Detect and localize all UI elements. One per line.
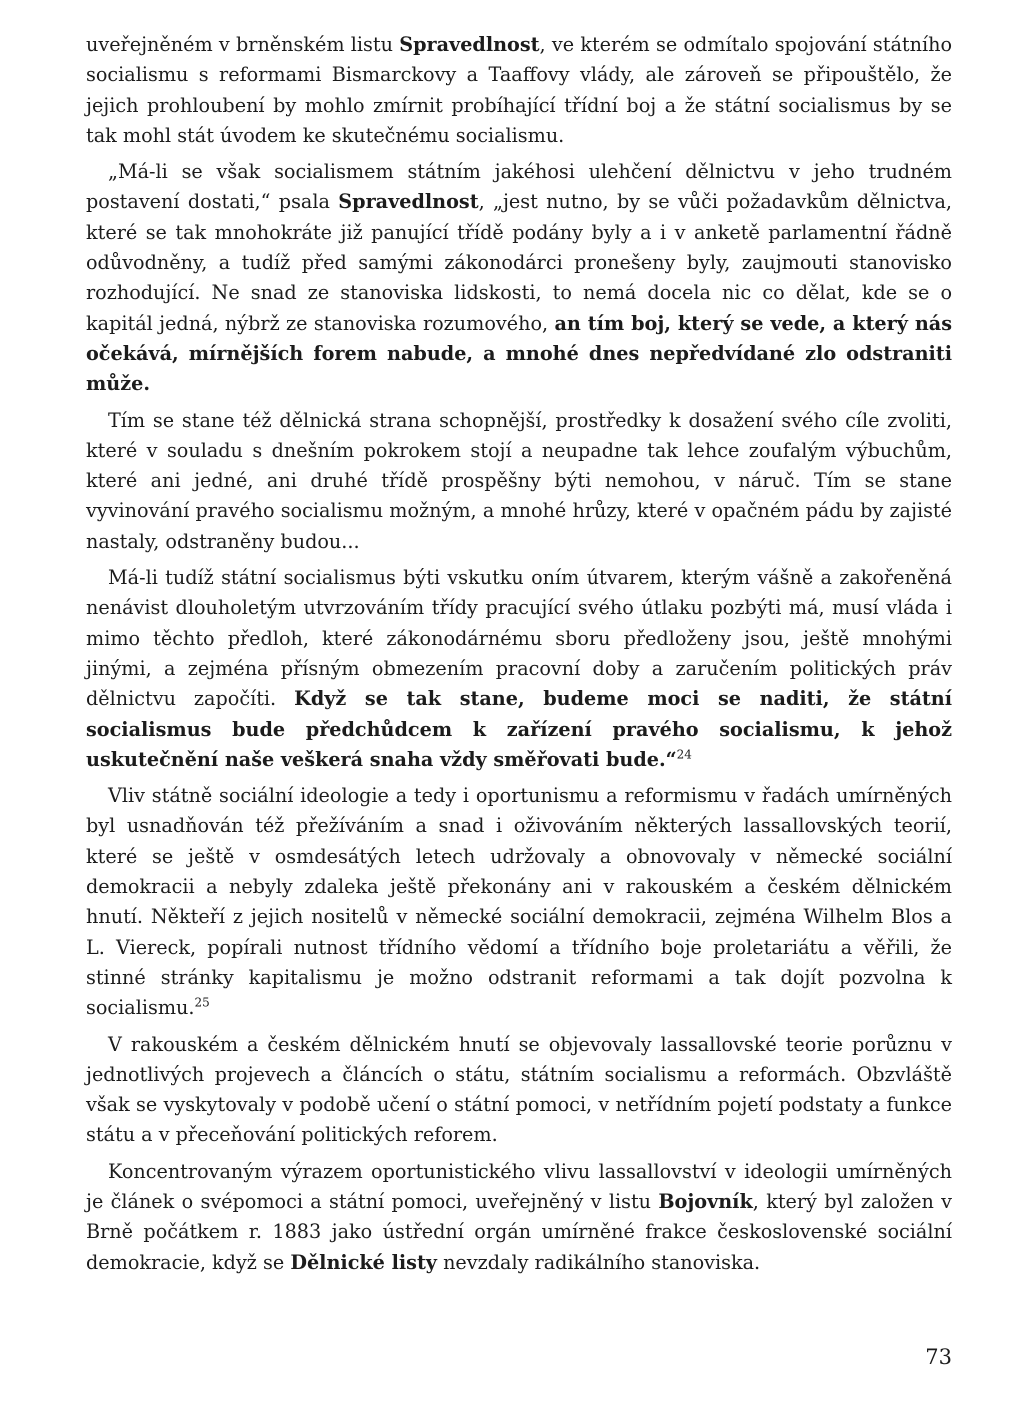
footnote-ref-24: 24 bbox=[676, 747, 692, 762]
paragraph-2-quote bbox=[86, 157, 952, 399]
footnote-ref-25: 25 bbox=[194, 995, 210, 1010]
text-run: nevzdaly radikálního stanoviska. bbox=[436, 1250, 761, 1274]
text-run: Tím se stane též dělnická strana schopnější, prostředky k dosažení svého cíle zvoliti, které v souladu s dnešním pokrokem stojí a neupadne tak lehce zoufalým výbuchům, které ani jedné, ani druhé třídě prospěšny býti nemohou, v náruč. Tím se stane vyvinování pravého socialismu možným, a mnohé hrůzy, které v opačném pádu by zajisté nastaly, odstraněny budou... bbox=[86, 408, 952, 553]
emphasized-text: Když se tak stane, budeme moci se naditi, že státní socialismus bude předchůdcem k zařízení pravého socialismu, k jehož uskutečnění naše veškerá snaha vždy směřovati bude.“ bbox=[86, 687, 952, 771]
paragraph-4-quote bbox=[86, 563, 952, 775]
periodical-title-delnicke-listy: Dělnické listy bbox=[290, 1250, 437, 1274]
text-run: Má-li tudíž státní socialismus býti vskutku oním útvarem, kterým vášně a zakořeněná nenávist dlouholetým utvrzováním třídy pracující svého útlaku pozbýti má, musí vláda i mimo těchto předloh, které zákonodárnému sboru předloženy jsou, ještě mnohými jinými, a zejména přísným obmezením pracovní doby a zaručením politických práv dělnictvu započíti. bbox=[86, 566, 952, 711]
paragraph-1 bbox=[86, 30, 952, 151]
paragraph-5 bbox=[86, 781, 952, 1023]
text-run: V rakouském a českém dělnickém hnutí se objevovaly lassallovské teorie porůznu v jednotlivých projevech a článcích o státu, státním socialismu a reformách. Obzvláště však se vyskytovaly v podobě učení o státní pomoci, v netřídním pojetí podstaty a funkce státu a v přeceňování politických reforem. bbox=[86, 1032, 952, 1147]
text-run: uveřejněném v brněnském listu bbox=[86, 33, 400, 56]
page-body bbox=[86, 30, 952, 1284]
text-run: , který byl založen v Brně počátkem r. 1883 jako ústřední orgán umírněné frakce československé sociální demokracie, když se bbox=[86, 1189, 952, 1274]
emphasized-text: an tím boj, který se vede, a který nás očekává, mírnějších forem nabude, a mnohé dnes nepředvídané zlo odstraniti může. bbox=[86, 311, 953, 396]
paragraph-6 bbox=[86, 1030, 952, 1151]
periodical-title-spravedlnost: Spravedlnost bbox=[338, 190, 479, 214]
text-run: Koncentrovaným výrazem oportunistického vlivu lassallovství v ideologii umírněných je článek o svépomoci a státní pomoci, uveřejněný v listu bbox=[86, 1159, 952, 1213]
periodical-title-spravedlnost: Spravedlnost bbox=[399, 33, 540, 56]
page-number: 73 bbox=[925, 1345, 952, 1369]
text-run: , „jest nutno, by se vůči požadavkům dělnictva, které se tak mnohokráte již panující třídě podány byly a i v anketě parlamentní řádně odůvodněny, a tudíž před samými zákonodárci pronešeny byly, zaujmouti stanovisko rozhodující. Ne snad ze stanoviska lidskosti, to nemá docela nic co dělat, kde se o kapitál jedná, nýbrž ze stanoviska rozumového, bbox=[86, 190, 952, 335]
paragraph-3-quote bbox=[86, 406, 952, 557]
text-run: „Má-li se však socialismem státním jakéhosi ulehčení dělnictvu v jeho trudném postavení dostati,“ psala bbox=[86, 160, 952, 214]
text-run: Vliv státně sociální ideologie a tedy i oportunismu a reformismu v řadách umírněných byl usnadňován též přežíváním a snad i oživováním některých lassallovských teorií, které se ještě v osmdesátých letech udržovaly a obnovovaly v německé sociální demokracii a nebyly zdaleka ještě překonány ani v rakouském a českém dělnickém hnutí. Někteří z jejich nositelů v německé sociální demokracii, zejména Wilhelm Blos a L. Viereck, popírali nutnost třídního vědomí a třídního boje proletariátu a věřili, že stinné stránky kapitalismu je možno odstranit reformami a tak dojít pozvolna k socialismu. bbox=[86, 784, 952, 1020]
periodical-title-bojovnik: Bojovník bbox=[658, 1189, 753, 1213]
paragraph-7 bbox=[86, 1157, 952, 1278]
text-run: , ve kterém se odmítalo spojování státního socialismu s reformami Bismarckovy a Taaffovy vlády, ale zároveň se připouštělo, že jejich prohloubení by mohlo zmírnit probíhající třídní boj a že státní socialismus by se tak mohl stát úvodem ke skutečnému socialismu. bbox=[86, 33, 953, 147]
